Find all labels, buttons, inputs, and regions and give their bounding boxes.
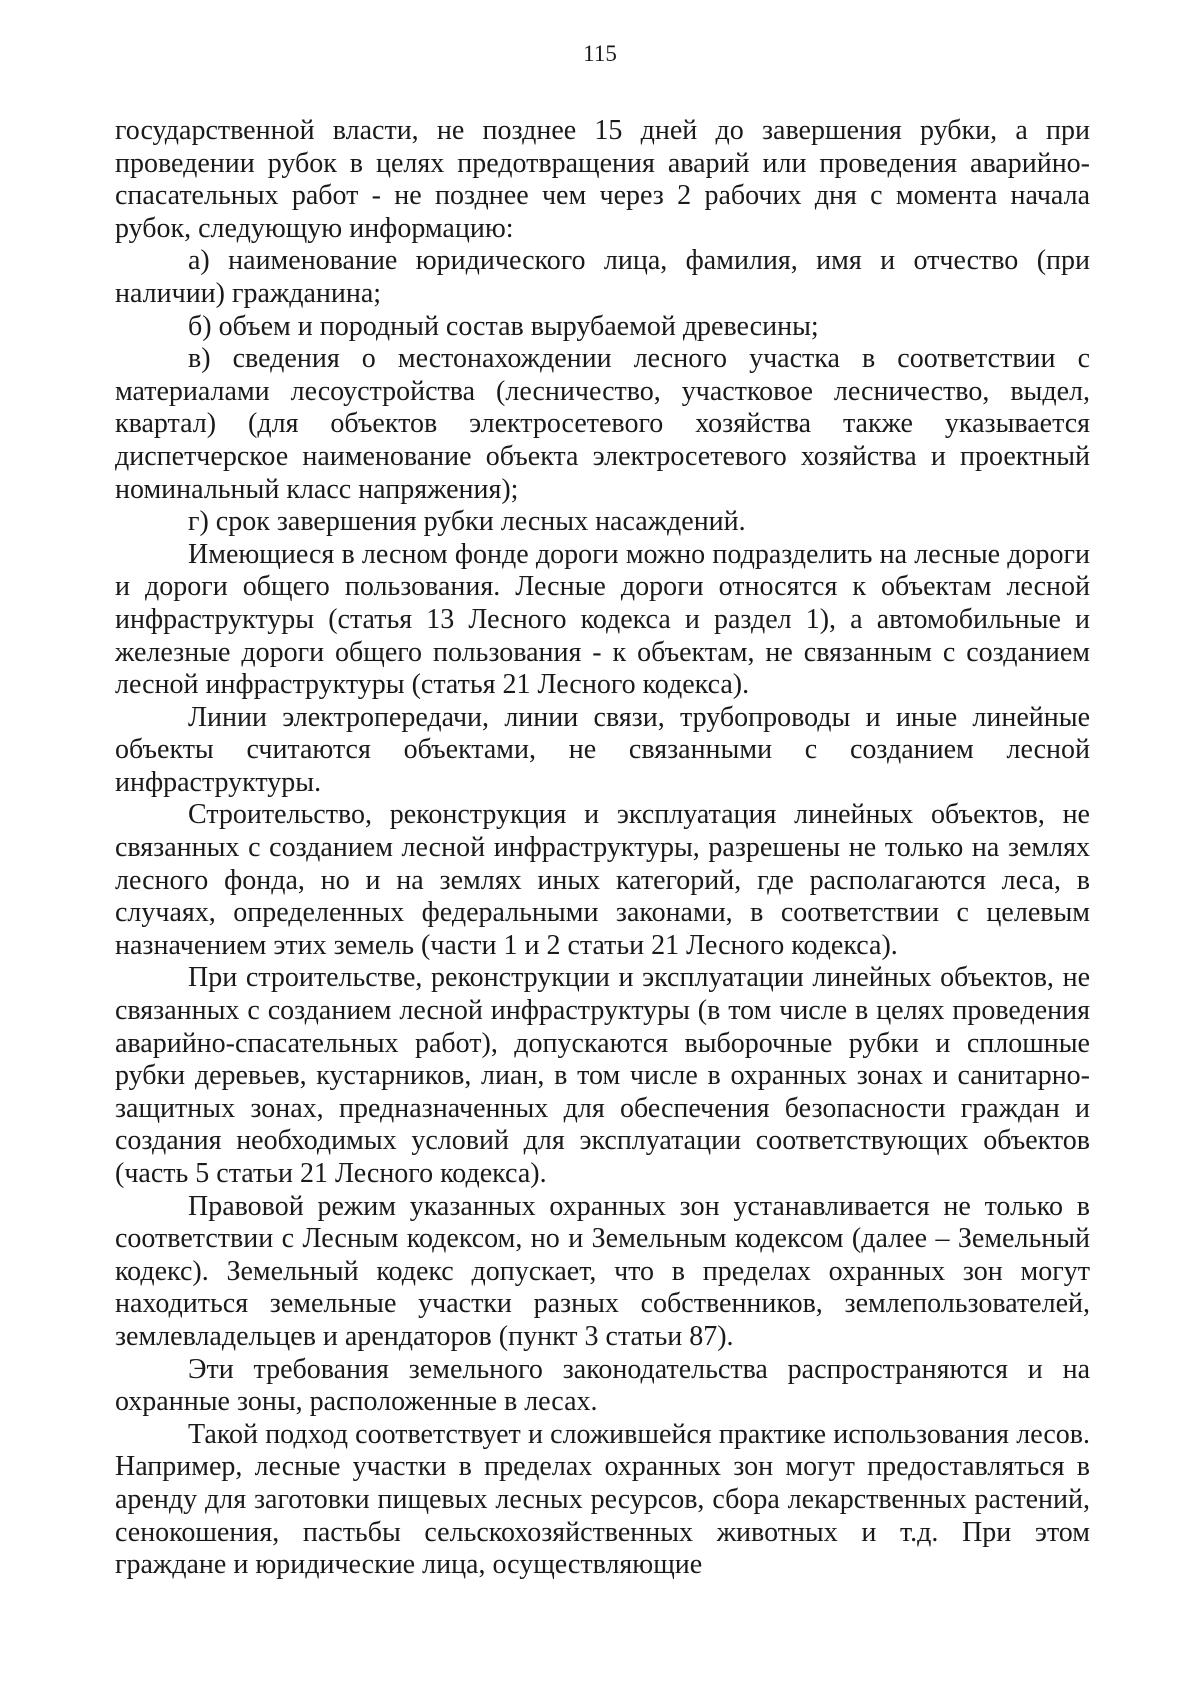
paragraph-2: а) наименование юридического лица, фамилия, имя и отчество (при наличии) гражданина;: [115, 245, 1090, 309]
paragraph-10: Правовой режим указанных охранных зон устанавливается не только в соответствии с Лесным кодексом, но и Земельным кодексом (далее – Земельный кодекс). Земельный кодекс допускает, что в пределах охранных зон могут находиться земельные участки разных собственников, землепользователей, землевладельцев и арендаторов (пункт 3 статьи 87).: [115, 1190, 1090, 1352]
paragraph-1: государственной власти, не позднее 15 дней до завершения рубки, а при проведении рубок в целях предотвращения аварий или проведения аварийно-спасательных работ - не позднее чем через 2 рабочих дня с момента начала рубок, следующую информацию:: [115, 115, 1090, 244]
document-body: [115, 115, 1090, 1582]
paragraph-8: Строительство, реконструкция и эксплуатация линейных объектов, не связанных с созданием лесной инфраструктуры, разрешены не только на землях лесного фонда, но и на землях иных категорий, где располагаются леса, в случаях, определенных федеральными законами, в соответствии с целевым назначением этих земель (части 1 и 2 статьи 21 Лесного кодекса).: [115, 799, 1090, 961]
paragraph-3: б) объем и породный состав вырубаемой древесины;: [188, 310, 819, 342]
paragraph-11: Эти требования земельного законодательства распространяются и на охранные зоны, расположенные в лесах.: [115, 1353, 1090, 1418]
paragraph-6: Имеющиеся в лесном фонде дороги можно подразделить на лесные дороги и дороги общего пользования. Лесные дороги относятся к объектам лесной инфраструктуры (статья 13 Лесного кодекса и раздел 1), а автомобильные и железные дороги общего пользования - к объектам, не связанным с созданием лесной инфраструктуры (статья 21 Лесного кодекса).: [115, 538, 1090, 701]
paragraph-4: в) сведения о местонахождении лесного участка в соответствии с материалами лесоустройства (лесничество, участковое лесничество, выдел, квартал) (для объектов электросетевого хозяйства также указывается диспетчерское наименование объекта электросетевого хозяйства и проектный номинальный класс напряжения);: [115, 343, 1090, 505]
paragraph-5: г) срок завершения рубки лесных насаждений.: [188, 506, 746, 538]
page-number: 115: [583, 41, 617, 66]
paragraph-7: Линии электропередачи, линии связи, трубопроводы и иные линейные объекты считаются объектами, не связанными с созданием лесной инфраструктуры.: [115, 701, 1090, 798]
paragraph-12: Такой подход соответствует и сложившейся практике использования лесов. Например, лесные участки в пределах охранных зон могут предоставляться в аренду для заготовки пищевых лесных ресурсов, сбора лекарственных растений, сенокошения, пастьбы сельскохозяйственных животных и т.д. При этом граждане и юридические лица, осуществляющие: [115, 1418, 1090, 1581]
paragraph-9: При строительстве, реконструкции и эксплуатации линейных объектов, не связанных с созданием лесной инфраструктуры (в том числе в целях проведения аварийно-спасательных работ), допускаются выборочные рубки и сплошные рубки деревьев, кустарников, лиан, в том числе в охранных зонах и санитарно-защитных зонах, предназначенных для обеспечения безопасности граждан и создания необходимых условий для эксплуатации соответствующих объектов (часть 5 статьи 21 Лесного кодекса).: [115, 962, 1090, 1189]
